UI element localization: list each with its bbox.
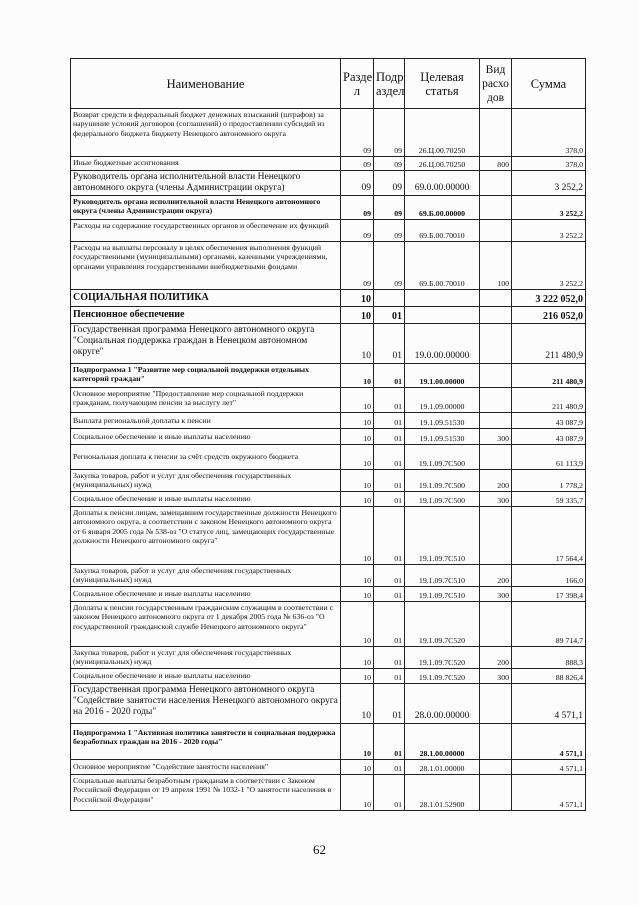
- row-sum: 4 571,1: [512, 760, 586, 775]
- row-target: 19.0.00.00000: [405, 324, 480, 364]
- row-razdel: 09: [341, 196, 374, 220]
- row-target: 69.Б.00.00000: [405, 196, 480, 220]
- row-podrazdel: 01: [374, 388, 405, 413]
- row-razdel: 10: [341, 413, 374, 429]
- row-target: 19.1.09.51530: [405, 429, 480, 445]
- row-vid: [480, 388, 512, 413]
- row-sum: 3 252,2: [512, 242, 586, 290]
- row-razdel: 10: [341, 724, 374, 760]
- row-razdel: 09: [341, 157, 374, 171]
- row-razdel: 10: [341, 507, 374, 565]
- row-razdel: 10: [341, 470, 374, 492]
- row-razdel: 10: [341, 669, 374, 684]
- row-name: Руководитель органа исполнительной власти Ненецкого автономного округа (члены Администрации округа): [71, 196, 341, 220]
- header-target: Целевая статья: [405, 59, 480, 109]
- row-podrazdel: 01: [374, 492, 405, 507]
- row-razdel: 10: [341, 307, 374, 324]
- row-name: Пенсионное обеспечение: [71, 307, 341, 324]
- row-vid: [480, 290, 512, 307]
- row-target: 19.1.09.7С520: [405, 602, 480, 647]
- row-sum: 211 480,9: [512, 388, 586, 413]
- table-row: [71, 196, 586, 220]
- row-target: 19.1.09.7С500: [405, 445, 480, 470]
- row-name: Социальное обеспечение и иные выплаты населению: [71, 492, 341, 507]
- row-target: 28.1.01.00000: [405, 760, 480, 775]
- table-row: [71, 565, 586, 587]
- row-sum: 3 252,2: [512, 220, 586, 242]
- table-header-row: [71, 59, 586, 109]
- row-podrazdel: [374, 290, 405, 307]
- row-podrazdel: 01: [374, 307, 405, 324]
- row-podrazdel: 01: [374, 684, 405, 724]
- row-target: [405, 307, 480, 324]
- row-target: [405, 290, 480, 307]
- row-name: Возврат средств в федеральный бюджет денежных взысканий (штрафов) за нарушение условий договоров (соглашений) о предоставлении субсидий из федерального бюджета бюджету Ненецкого автономного округа: [71, 109, 341, 157]
- row-name: Государственная программа Ненецкого автономного округа "Социальная поддержка граждан в Ненецком автономном округе": [71, 324, 341, 364]
- row-name: Закупка товаров, работ и услуг для обеспечения государственных (муниципальных) нужд: [71, 565, 341, 587]
- table-row: [71, 413, 586, 429]
- table-row: [71, 307, 586, 324]
- row-razdel: 10: [341, 429, 374, 445]
- row-name: Государственная программа Ненецкого автономного округа "Содействие занятости населения Ненецкого автономного округа на 2016 - 2020 годы": [71, 684, 341, 724]
- row-razdel: 10: [341, 587, 374, 602]
- header-podrazdel: Подр аздел: [374, 59, 405, 109]
- row-razdel: 10: [341, 324, 374, 364]
- row-razdel: 10: [341, 290, 374, 307]
- row-vid: 100: [480, 242, 512, 290]
- row-razdel: 10: [341, 492, 374, 507]
- row-podrazdel: 01: [374, 507, 405, 565]
- row-vid: 300: [480, 669, 512, 684]
- header-sum: Сумма: [512, 59, 586, 109]
- row-target: 19.1.09.7С510: [405, 507, 480, 565]
- row-name: Социальное обеспечение и иные выплаты населению: [71, 429, 341, 445]
- row-name: Иные бюджетные ассигнования: [71, 157, 341, 171]
- row-name: СОЦИАЛЬНАЯ ПОЛИТИКА: [71, 290, 341, 307]
- row-razdel: 10: [341, 760, 374, 775]
- table-row: [71, 587, 586, 602]
- row-podrazdel: 01: [374, 602, 405, 647]
- row-target: 19.1.09.7С500: [405, 470, 480, 492]
- row-razdel: 09: [341, 109, 374, 157]
- row-podrazdel: 01: [374, 669, 405, 684]
- table-row: [71, 724, 586, 760]
- row-vid: [480, 307, 512, 324]
- row-podrazdel: 01: [374, 775, 405, 811]
- table-row: [71, 220, 586, 242]
- row-sum: 3 252,2: [512, 171, 586, 196]
- row-target: 28.1.01.52900: [405, 775, 480, 811]
- header-vid: Вид расхо дов: [480, 59, 512, 109]
- row-vid: [480, 324, 512, 364]
- row-vid: 800: [480, 157, 512, 171]
- row-name: Социальные выплаты безработным гражданам в соответствии с Законом Российской Федерации от 19 апреля 1991 № 1032-1 "О занятости населения в Российской Федерации": [71, 775, 341, 811]
- row-sum: 59 335,7: [512, 492, 586, 507]
- row-razdel: 10: [341, 602, 374, 647]
- row-razdel: 09: [341, 220, 374, 242]
- row-sum: 3 252,2: [512, 196, 586, 220]
- row-target: 26.Ц.00.70250: [405, 157, 480, 171]
- row-vid: 200: [480, 647, 512, 669]
- row-name: Закупка товаров, работ и услуг для обеспечения государственных (муниципальных) нужд: [71, 470, 341, 492]
- row-sum: 216 052,0: [512, 307, 586, 324]
- row-sum: 88 826,4: [512, 669, 586, 684]
- table-row: [71, 157, 586, 171]
- row-target: 19.1.09.7С510: [405, 587, 480, 602]
- row-name: Доплаты к пенсии государственным гражданским служащим в соответствии с законом Ненецкого автономного округа от 1 декабря 2005 года № 636-оз "О государственной гражданской службе Ненецкого автономного округа": [71, 602, 341, 647]
- row-sum: 43 087,9: [512, 413, 586, 429]
- row-podrazdel: 01: [374, 565, 405, 587]
- row-name: Расходы на содержание государственных органов и обеспечение их функций: [71, 220, 341, 242]
- header-razdel: Разде л: [341, 59, 374, 109]
- row-vid: [480, 445, 512, 470]
- row-podrazdel: 01: [374, 364, 405, 388]
- row-razdel: 09: [341, 171, 374, 196]
- table-row: [71, 647, 586, 669]
- budget-table: [70, 58, 586, 811]
- row-name: Выплата региональной доплаты к пенсии: [71, 413, 341, 429]
- row-name: Руководитель органа исполнительной власти Ненецкого автономного округа (члены Администрации округа): [71, 171, 341, 196]
- row-target: 28.1.00.00000: [405, 724, 480, 760]
- row-razdel: 10: [341, 684, 374, 724]
- row-sum: 61 113,9: [512, 445, 586, 470]
- row-name: Расходы на выплаты персоналу в целях обеспечения выполнения функций государственными (муниципальными) органами, казенными учреждениями, органами управления государственными внебюджетными фондами: [71, 242, 341, 290]
- row-target: 69.Б.00.70010: [405, 220, 480, 242]
- row-name: Социальное обеспечение и иные выплаты населению: [71, 587, 341, 602]
- row-vid: 200: [480, 470, 512, 492]
- row-podrazdel: 01: [374, 587, 405, 602]
- row-podrazdel: 01: [374, 413, 405, 429]
- row-razdel: 10: [341, 647, 374, 669]
- row-vid: [480, 602, 512, 647]
- row-podrazdel: 01: [374, 429, 405, 445]
- row-vid: [480, 413, 512, 429]
- row-name: Социальное обеспечение и иные выплаты населению: [71, 669, 341, 684]
- row-podrazdel: 01: [374, 724, 405, 760]
- row-target: 69.0.00.00000: [405, 171, 480, 196]
- row-sum: 888,3: [512, 647, 586, 669]
- table-row: [71, 775, 586, 811]
- row-sum: 4 571,1: [512, 724, 586, 760]
- table-row: [71, 470, 586, 492]
- row-vid: 200: [480, 565, 512, 587]
- row-vid: [480, 171, 512, 196]
- row-target: 28.0.00.00000: [405, 684, 480, 724]
- table-row: [71, 429, 586, 445]
- row-sum: 1 778,2: [512, 470, 586, 492]
- row-vid: [480, 109, 512, 157]
- row-vid: [480, 684, 512, 724]
- row-target: 19.1.09.7С520: [405, 669, 480, 684]
- row-sum: 89 714,7: [512, 602, 586, 647]
- row-target: 26.Ц.00.70250: [405, 109, 480, 157]
- row-vid: [480, 507, 512, 565]
- table-row: [71, 109, 586, 157]
- table-row: [71, 290, 586, 307]
- row-name: Доплаты к пенсии лицам, замещавшим государственные должности Ненецкого автономного округа, в соответствии с законом Ненецкого автономного округа от 6 января 2005 года № 538-оз "О статусе лиц, замещающих государственные должности Ненецкого автономного округа": [71, 507, 341, 565]
- table-row: [71, 171, 586, 196]
- row-name: Подпрограмма 1 "Развитие мер социальной поддержки отдельных категорий граждан": [71, 364, 341, 388]
- table-row: [71, 242, 586, 290]
- table-row: [71, 684, 586, 724]
- row-vid: 300: [480, 587, 512, 602]
- row-sum: 3 222 052,0: [512, 290, 586, 307]
- row-razdel: 10: [341, 445, 374, 470]
- row-name: Подпрограмма 1 "Активная политика занятости и социальная поддержка безработных граждан на 2016 - 2020 годы": [71, 724, 341, 760]
- row-vid: [480, 724, 512, 760]
- row-podrazdel: 09: [374, 109, 405, 157]
- row-target: 69.Б.00.70010: [405, 242, 480, 290]
- row-sum: 4 571,1: [512, 775, 586, 811]
- row-sum: 166,0: [512, 565, 586, 587]
- table-row: [71, 445, 586, 470]
- table-row: [71, 669, 586, 684]
- row-podrazdel: 01: [374, 324, 405, 364]
- row-vid: [480, 775, 512, 811]
- row-name: Основное мероприятие "Содействие занятости населения": [71, 760, 341, 775]
- row-sum: 17 564,4: [512, 507, 586, 565]
- table-row: [71, 364, 586, 388]
- row-podrazdel: 09: [374, 196, 405, 220]
- table-row: [71, 492, 586, 507]
- row-vid: 300: [480, 429, 512, 445]
- row-podrazdel: 09: [374, 157, 405, 171]
- row-sum: 43 087,9: [512, 429, 586, 445]
- table-row: [71, 388, 586, 413]
- row-podrazdel: 01: [374, 647, 405, 669]
- row-sum: 211 480,9: [512, 324, 586, 364]
- row-vid: [480, 196, 512, 220]
- row-podrazdel: 09: [374, 171, 405, 196]
- row-target: 19.1.09.7С510: [405, 565, 480, 587]
- table-row: [71, 507, 586, 565]
- row-razdel: 09: [341, 242, 374, 290]
- row-target: 19.1.09.7С520: [405, 647, 480, 669]
- row-razdel: 10: [341, 565, 374, 587]
- table-row: [71, 760, 586, 775]
- page-number: 62: [313, 842, 326, 857]
- row-sum: 4 571,1: [512, 684, 586, 724]
- row-podrazdel: 09: [374, 220, 405, 242]
- row-name: Закупка товаров, работ и услуг для обеспечения государственных (муниципальных) нужд: [71, 647, 341, 669]
- row-podrazdel: 01: [374, 470, 405, 492]
- table-row: [71, 324, 586, 364]
- row-sum: 378,0: [512, 109, 586, 157]
- row-vid: [480, 760, 512, 775]
- row-vid: [480, 220, 512, 242]
- row-target: 19.1.00.00000: [405, 364, 480, 388]
- row-podrazdel: 01: [374, 445, 405, 470]
- row-target: 19.1.09.51530: [405, 413, 480, 429]
- row-razdel: 10: [341, 388, 374, 413]
- row-target: 19.1.09.00000: [405, 388, 480, 413]
- row-sum: 211 480,9: [512, 364, 586, 388]
- row-target: 19.1.09.7С500: [405, 492, 480, 507]
- row-podrazdel: 09: [374, 242, 405, 290]
- row-razdel: 10: [341, 364, 374, 388]
- row-vid: 300: [480, 492, 512, 507]
- table-row: [71, 602, 586, 647]
- header-name: Наименование: [71, 59, 341, 109]
- row-name: Региональная доплата к пенсии за счёт средств окружного бюджета: [71, 445, 341, 470]
- row-razdel: 10: [341, 775, 374, 811]
- row-podrazdel: 01: [374, 760, 405, 775]
- row-sum: 378,0: [512, 157, 586, 171]
- row-vid: [480, 364, 512, 388]
- row-sum: 17 398,4: [512, 587, 586, 602]
- row-name: Основное мероприятие "Предоставление мер социальной поддержки гражданам, получающим пенсии за выслугу лет": [71, 388, 341, 413]
